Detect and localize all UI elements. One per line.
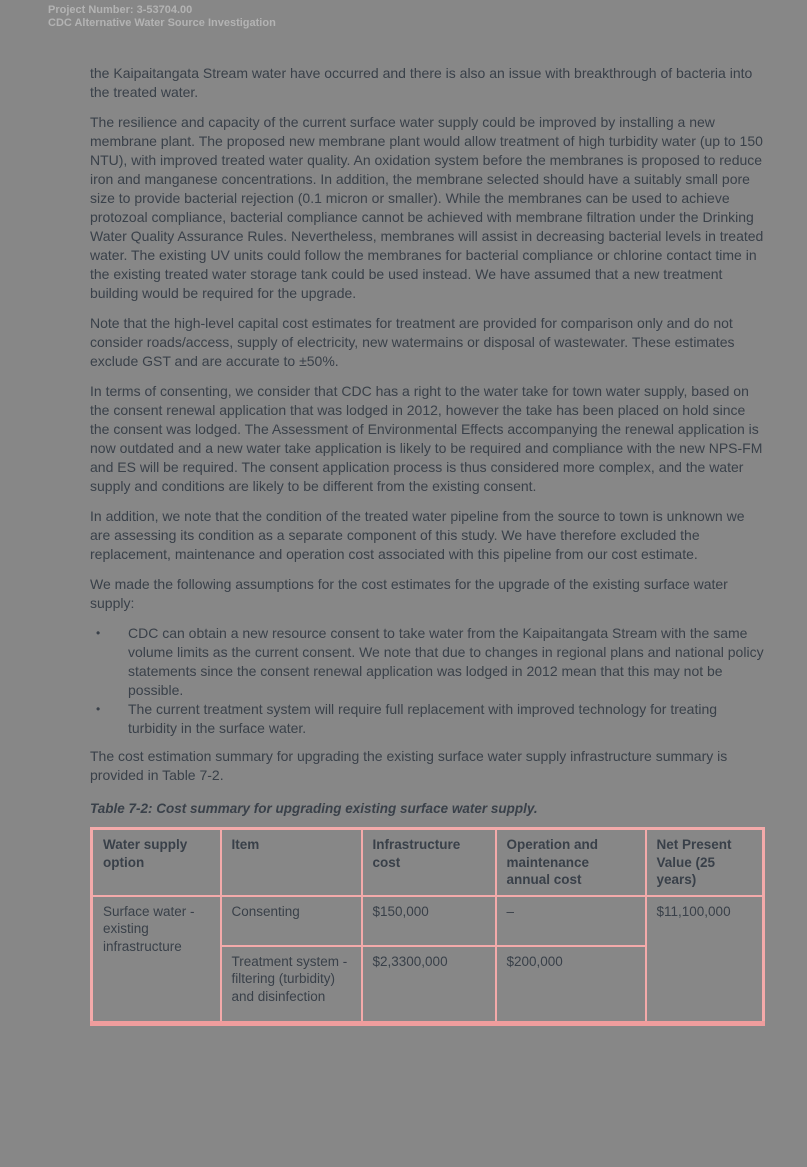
table-header-row [92, 829, 764, 896]
document-title: CDC Alternative Water Source Investigation [48, 16, 276, 29]
paragraph: We made the following assumptions for the cost estimates for the upgrade of the existing surface water supply: [90, 576, 728, 611]
cell-item: Consenting [221, 896, 362, 946]
paragraph: Note that the high-level capital cost estimates for treatment are provided for comparison only and do not consider roads/access, supply of electricity, new watermains or disposal of wastewater. These estimates exclude GST and are accurate to ±50%. [90, 315, 735, 369]
paragraph: The resilience and capacity of the current surface water supply could be improved by installing a new membrane plant. The proposed new membrane plant would allow treatment of high turbidity water (up to 150 NTU), with improved treated water quality. An oxidation system before the membranes is proposed to reduce iron and manganese concentrations. In addition, the membrane selected should have a suitably small pore size to provide bacterial rejection (0.1 micron or smaller). While the membranes can be used to achieve protozoal compliance, bacterial compliance cannot be achieved with membrane filtration under the Drinking Water Quality Assurance Rules. Nevertheless, membranes will assist in decreasing bacterial levels in treated water. The existing UV units could follow the membranes for bacterial compliance or chlorine contact time in the existing treated water storage tank could be used instead. We have assumed that a new treatment building would be required for the upgrade. [90, 114, 764, 301]
column-header-water-supply-option: Water supply option [92, 829, 221, 896]
list-item [90, 700, 764, 738]
table-row [92, 896, 764, 946]
column-header-infrastructure-cost: Infrastructure cost [362, 829, 496, 896]
cell-infrastructure-cost: $2,3300,000 [362, 946, 496, 1024]
page-header [48, 4, 276, 29]
list-item-text: CDC can obtain a new resource consent to take water from the Kaipaitangata Stream with the same volume limits as the current consent. We note that due to changes in regional plans and national policy statements since the consent renewal application was lodged in 2012 mean that this may not be possible. [128, 625, 764, 698]
cell-om-annual-cost: – [496, 896, 646, 946]
column-header-item: Item [221, 829, 362, 896]
cell-item: Treatment system - filtering (turbidity) and disinfection [221, 946, 362, 1024]
paragraph: the Kaipaitangata Stream water have occurred and there is also an issue with breakthrough of bacteria into the treated water. [90, 65, 753, 100]
cell-water-supply-option: Surface water - existing infrastructure [92, 896, 221, 1024]
paragraph: The cost estimation summary for upgrading the existing surface water supply infrastructure summary is provided in Table 7-2. [90, 748, 728, 783]
bullet-icon: • [96, 626, 101, 640]
list-item [90, 624, 764, 700]
column-header-om-annual-cost: Operation and maintenance annual cost [496, 829, 646, 896]
project-number: Project Number: 3-53704.00 [48, 4, 193, 16]
list-item-text: The current treatment system will require full replacement with improved technology for treating turbidity in the surface water. [128, 701, 718, 736]
cost-summary-table [90, 827, 765, 1026]
cell-om-annual-cost: $200,000 [496, 946, 646, 1024]
table-caption: Table 7-2: Cost summary for upgrading existing surface water supply. [90, 801, 538, 816]
assumptions-list [90, 624, 764, 738]
paragraph: In terms of consenting, we consider that CDC has a right to the water take for town water supply, based on the consent renewal application that was lodged in 2012, however the take has been placed on hold since the consent was lodged. The Assessment of Environmental Effects accompanying the renewal application is now outdated and a new water take application is likely to be required and compliance with the new NPS-FM and ES will be required. The consent application process is thus considered more complex, and the water supply and conditions are likely to be different from the existing consent. [90, 383, 763, 494]
document-body [90, 64, 764, 1026]
cell-infrastructure-cost: $150,000 [362, 896, 496, 946]
bullet-icon: • [96, 702, 101, 716]
column-header-npv: Net Present Value (25 years) [646, 829, 764, 896]
paragraph: In addition, we note that the condition of the treated water pipeline from the source to town is unknown we are assessing its condition as a separate component of this study. We have therefore excluded the replacement, maintenance and operation cost associated with this pipeline from our cost estimate. [90, 508, 745, 562]
cell-npv: $11,100,000 [646, 896, 764, 1024]
